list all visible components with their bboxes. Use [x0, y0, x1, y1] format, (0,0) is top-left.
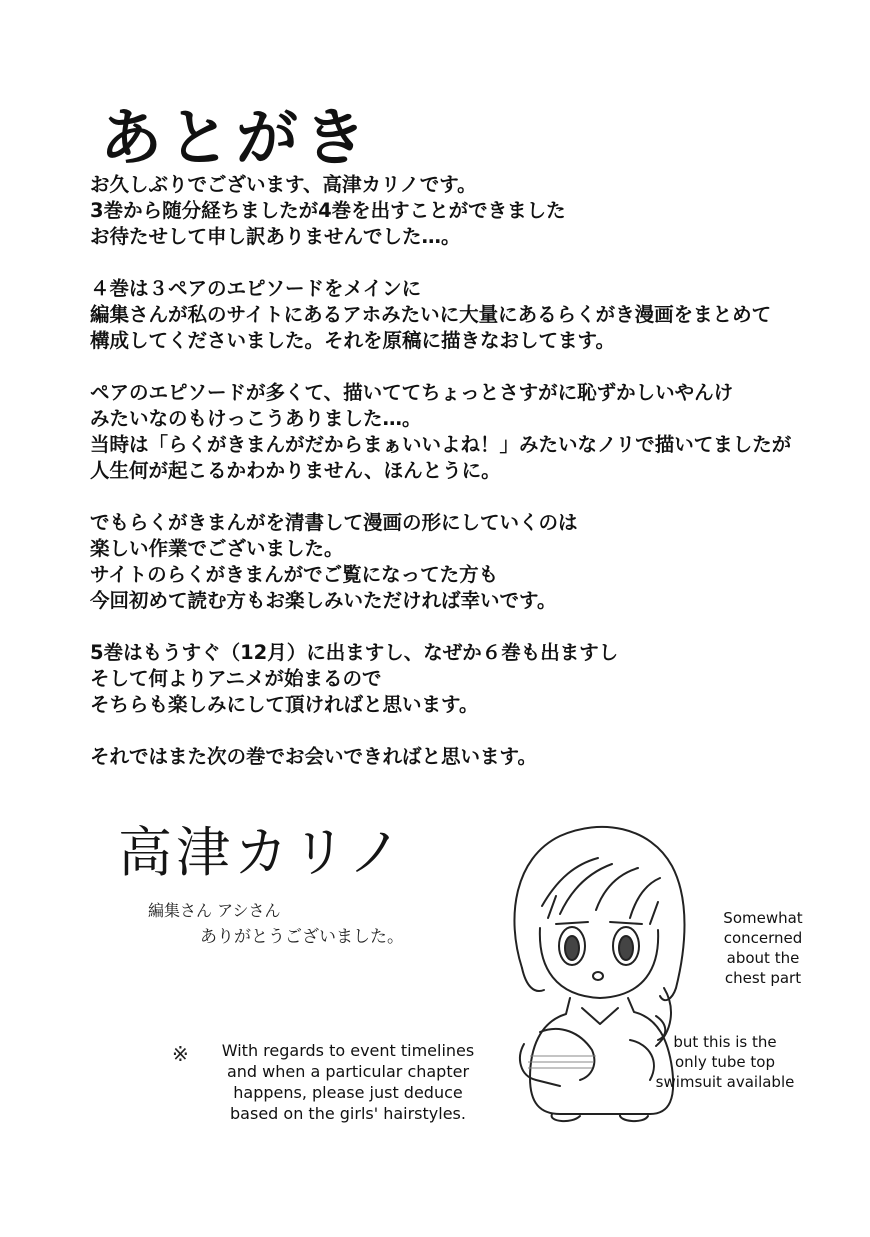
caption-line: only tube top: [675, 1053, 775, 1071]
text-line: 今回初めて読む方もお楽しみいただければ幸いです。: [90, 589, 557, 612]
caption-swimsuit: [655, 1032, 795, 1092]
text-line: そちらも楽しみにして頂ければと思います。: [90, 693, 479, 716]
text-line: ４巻は３ペアのエピソードをメインに: [90, 277, 422, 300]
reference-mark-icon: ※: [172, 1042, 189, 1066]
text-line: 構成してくださいました。それを原稿に描きなおしてます。: [90, 329, 615, 352]
caption-line: Somewhat: [723, 909, 803, 927]
paragraph: [90, 744, 810, 770]
caption-line: but this is the: [673, 1033, 777, 1051]
author-signature: 高津カリノ: [118, 821, 406, 884]
text-line: サイトのらくがきまんがでご覧になってた方も: [90, 563, 499, 586]
text-line: 3巻から随分経ちましたが4巻を出すことができました: [90, 199, 566, 222]
text-line: そして何よりアニメが始まるので: [90, 667, 382, 690]
note-line: With regards to event timelines: [221, 1041, 475, 1060]
text-line: お待たせして申し訳ありませんでした…。: [90, 225, 461, 248]
paragraph: [90, 640, 810, 718]
note-line: and when a particular chapter: [226, 1062, 470, 1081]
afterword-title: あとがき: [100, 101, 373, 174]
caption-line: about the: [726, 949, 800, 967]
text-line: みたいなのもけっこうありました…。: [90, 407, 422, 430]
paragraph: [90, 172, 810, 250]
text-line: 楽しい作業でございました。: [90, 537, 344, 560]
afterword-body: [90, 172, 810, 796]
thanks-line: ありがとうございました。: [200, 927, 404, 947]
text-line: 人生何が起こるかわかりません、ほんとうに。: [90, 459, 501, 482]
text-line: それではまた次の巻でお会いできればと思います。: [90, 745, 537, 768]
caption-chest-concern: [712, 908, 814, 988]
text-line: でもらくがきまんがを清書して漫画の形にしていくのは: [90, 511, 578, 534]
paragraph: [90, 380, 810, 484]
text-line: 当時は「らくがきまんがだからまぁいいよね！」みたいなノリで描いてましたが: [90, 433, 792, 456]
caption-line: swimsuit available: [655, 1073, 795, 1091]
text-line: ペアのエピソードが多くて、描いててちょっとさすがに恥ずかしいやんけ: [90, 381, 734, 404]
thanks-line: 編集さん アシさん: [148, 901, 281, 920]
translator-note: [208, 1040, 488, 1124]
paragraph: [90, 276, 810, 354]
caption-line: concerned: [723, 929, 803, 947]
text-line: 編集さんが私のサイトにあるアホみたいに大量にあるらくがき漫画をまとめて: [90, 303, 772, 326]
text-line: 5巻はもうすぐ（12月）に出ますし、なぜか６巻も出ますし: [90, 641, 619, 664]
note-line: happens, please just deduce: [233, 1083, 463, 1102]
caption-line: chest part: [724, 969, 802, 987]
paragraph: [90, 510, 810, 614]
text-line: お久しぶりでございます、高津カリノです。: [90, 173, 477, 196]
note-line: based on the girls' hairstyles.: [230, 1104, 466, 1123]
